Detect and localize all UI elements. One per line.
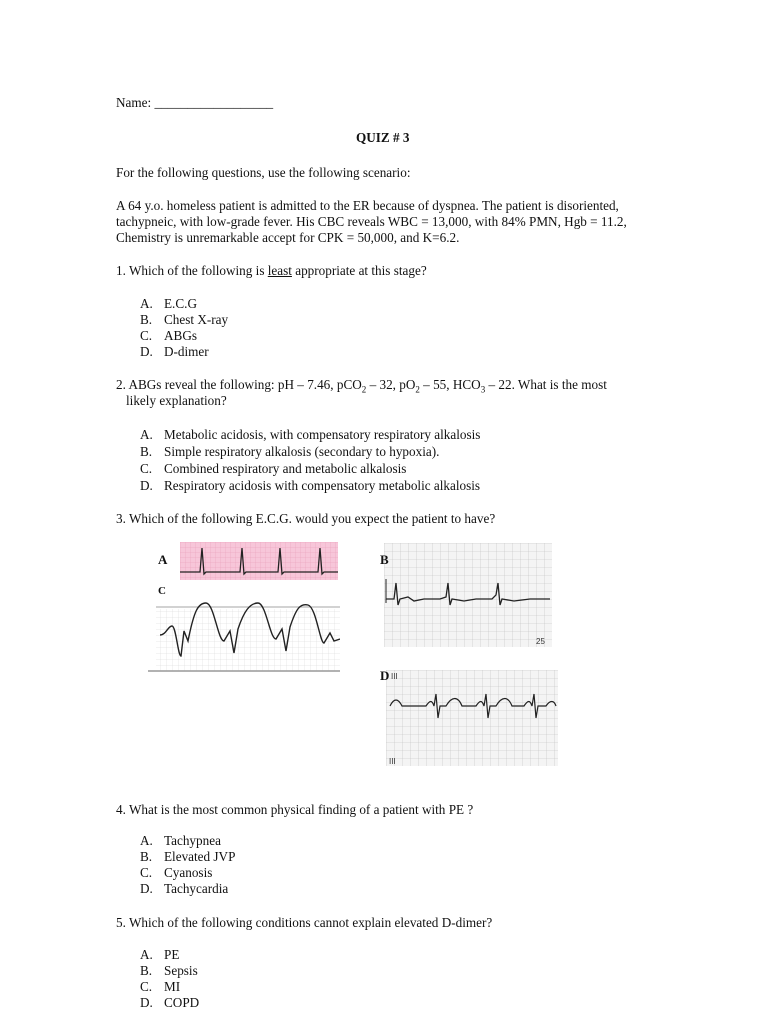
option-letter: C.	[140, 865, 153, 880]
name-field	[116, 95, 273, 111]
q2-option-c	[140, 461, 406, 477]
option-letter: B.	[140, 963, 153, 978]
ecg-label-d: D	[380, 668, 390, 683]
scenario-line: A 64 y.o. homeless patient is admitted to the ER because of dyspnea. The patient is disoriented,	[116, 198, 619, 213]
option-letter: A.	[140, 947, 153, 962]
option-text: MI	[164, 979, 181, 994]
q1-option-a	[140, 296, 197, 312]
ecg-d-note-bottom: III	[389, 757, 396, 766]
subscript: 2	[361, 384, 367, 395]
q5-option-d	[140, 995, 199, 1011]
question-1-text-end: appropriate at this stage?	[291, 263, 427, 278]
ecg-label-c: C	[158, 585, 166, 597]
question-1-emphasis: least	[267, 263, 292, 278]
option-letter: C.	[140, 979, 153, 994]
option-letter: B.	[140, 312, 153, 327]
question-1	[116, 263, 427, 279]
option-text: COPD	[164, 995, 200, 1010]
name-blank: __________________	[154, 95, 274, 110]
option-text: Tachycardia	[164, 881, 229, 896]
q4-option-b	[140, 849, 235, 865]
q5-option-c	[140, 979, 180, 995]
option-text: D-dimer	[164, 344, 209, 359]
option-text: E.C.G	[164, 296, 197, 311]
option-letter: B.	[140, 444, 153, 459]
ecg-strip-a	[180, 542, 338, 580]
q1-option-c	[140, 328, 197, 344]
question-3: 3. Which of the following E.C.G. would you expect the patient to have?	[116, 511, 496, 526]
subscript: 3	[480, 384, 486, 395]
option-text: Cyanosis	[164, 865, 213, 880]
question-2-text: – 22. What is the most	[485, 377, 607, 392]
question-2-text: – 55, HCO	[419, 377, 481, 392]
option-text: Tachypnea	[164, 833, 221, 848]
scenario-line: Chemistry is unremarkable accept for CPK = 50,000, and K=6.2.	[116, 230, 460, 245]
option-text: Combined respiratory and metabolic alkalosis	[164, 461, 407, 476]
option-letter: D.	[140, 881, 153, 896]
option-letter: D.	[140, 478, 153, 493]
option-letter: A.	[140, 427, 153, 442]
question-2-text: – 32, pO	[366, 377, 416, 392]
page-title: QUIZ # 3	[356, 130, 410, 145]
ecg-d-note-top: III	[391, 672, 398, 681]
intro-text: For the following questions, use the following scenario:	[116, 165, 411, 180]
question-1-text: 1. Which of the following is	[116, 263, 268, 278]
q5-option-b	[140, 963, 198, 979]
q4-option-c	[140, 865, 212, 881]
option-text: Elevated JVP	[164, 849, 236, 864]
option-letter: C.	[140, 461, 153, 476]
q4-option-d	[140, 881, 228, 897]
option-letter: A.	[140, 296, 153, 311]
ecg-strip-c	[148, 581, 340, 673]
question-5: 5. Which of the following conditions cannot explain elevated D-dimer?	[116, 915, 493, 930]
question-2-line2: likely explanation?	[126, 393, 227, 408]
q1-option-b	[140, 312, 228, 328]
scenario-line: tachypneic, with low-grade fever. His CBC reveals WBC = 13,000, with 84% PMN, Hgb = 11.2,	[116, 214, 627, 229]
option-letter: B.	[140, 849, 153, 864]
option-text: Chest X-ray	[164, 312, 229, 327]
option-text: Metabolic acidosis, with compensatory respiratory alkalosis	[164, 427, 481, 442]
q5-option-a	[140, 947, 179, 963]
option-text: Respiratory acidosis with compensatory metabolic alkalosis	[164, 478, 481, 493]
option-letter: C.	[140, 328, 153, 343]
q2-option-a	[140, 427, 480, 443]
ecg-strip-b	[384, 543, 552, 647]
ecg-strip-d	[386, 670, 558, 766]
question-4: 4. What is the most common physical finding of a patient with PE ?	[116, 802, 474, 817]
option-text: ABGs	[164, 328, 197, 343]
ecg-label-b: B	[380, 552, 389, 567]
option-text: Sepsis	[164, 963, 198, 978]
option-letter: A.	[140, 833, 153, 848]
option-text: PE	[164, 947, 180, 962]
option-letter: D.	[140, 344, 153, 359]
subscript: 2	[415, 384, 420, 395]
name-label: Name:	[116, 95, 155, 110]
question-2-text: 2. ABGs reveal the following: pH – 7.46, pCO	[116, 377, 362, 392]
q4-option-a	[140, 833, 221, 849]
q1-option-d	[140, 344, 209, 360]
option-text: Simple respiratory alkalosis (secondary to hypoxia).	[164, 444, 440, 459]
q2-option-b	[140, 444, 439, 460]
ecg-label-a: A	[158, 552, 168, 567]
ecg-b-note: 25	[536, 637, 545, 646]
q2-option-d	[140, 478, 480, 494]
option-letter: D.	[140, 995, 153, 1010]
